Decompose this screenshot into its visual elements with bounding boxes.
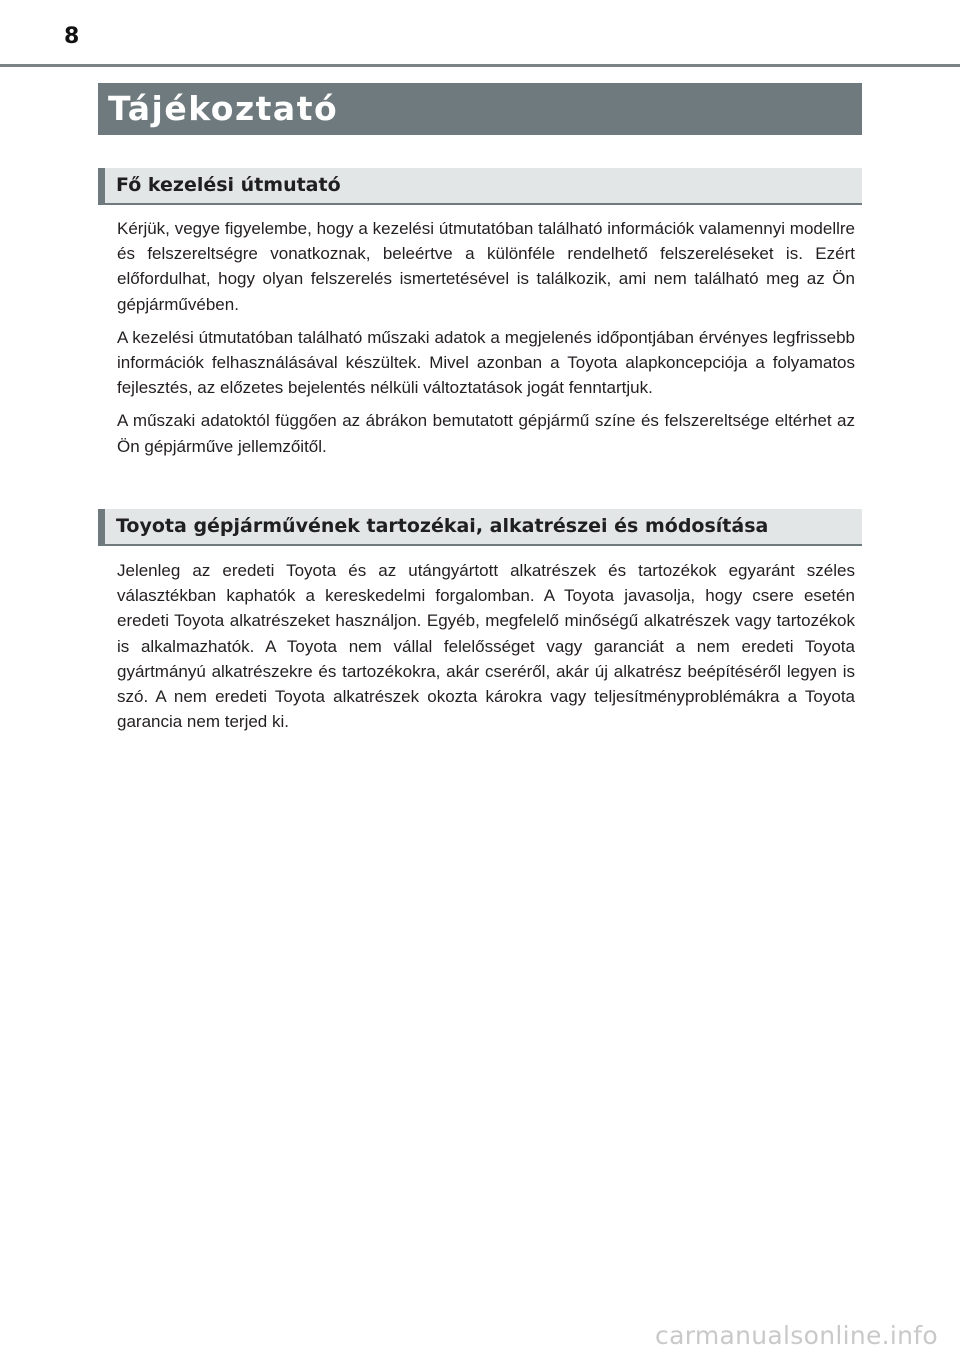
- section-1-paragraph-3: A műszaki adatoktól függően az ábrákon bemutatott gépjármű színe és felszereltsége eltérhet az Ön gépjárműve jellemzőitől.: [117, 411, 855, 456]
- page-number: 8: [64, 24, 80, 49]
- section-heading-2: [98, 509, 862, 546]
- section-heading-2-text: Toyota gépjárművének tartozékai, alkatrészei és módosítása: [116, 515, 769, 537]
- section-2-body: [117, 558, 855, 742]
- chapter-title: Tájékoztató: [108, 89, 339, 128]
- section-1-body: [117, 216, 855, 467]
- header-rule: [0, 64, 960, 67]
- section-1-paragraph-1: Kérjük, vegye figyelembe, hogy a kezelési útmutatóban található információk valamennyi modellre és felszereltségre vonatkoznak, beleértve a különféle rendelhető felszereléseket is. Ezért előfordulhat, hogy olyan felszerelés ismertetésével is találkozik, ami nem található meg az Ön gépjárművében.: [117, 219, 855, 314]
- section-1-paragraph-2: A kezelési útmutatóban található műszaki adatok a megjelenés időpontjában érvényes legfrissebb információk felhasználásával készültek. Mivel azonban a Toyota alapkoncepciója a folyamatos fejlesztés, az előzetes bejelentés nélküli változtatások jogát fenntartjuk.: [117, 327, 855, 398]
- section-heading-1-text: Fő kezelési útmutató: [116, 174, 341, 196]
- section-2-paragraph-1: Jelenleg az eredeti Toyota és az utángyártott alkatrészek és tartozékok egyaránt széles választékban kaphatók a kereskedelmi forgalomban. A Toyota javasolja, hogy csere esetén eredeti Toyota alkatrészeket használjon. Egyéb, megfelelő minőségű alkatrészek vagy tartozékok is alkalmazhatók. A Toyota nem vállal felelősséget vagy garanciát a nem eredeti Toyota gyártmányú alkatrészekre és tartozékokra, akár cseréről, akár új alkatrész beépítéséről legyen is szó. A nem eredeti Toyota alkatrészek okozta károkra vagy teljesítményproblémákra a Toyota garancia nem terjed ki.: [117, 561, 855, 732]
- section-heading-1: [98, 168, 862, 205]
- watermark: carmanualsonline.info: [655, 1321, 938, 1350]
- chapter-title-bar: [98, 83, 862, 135]
